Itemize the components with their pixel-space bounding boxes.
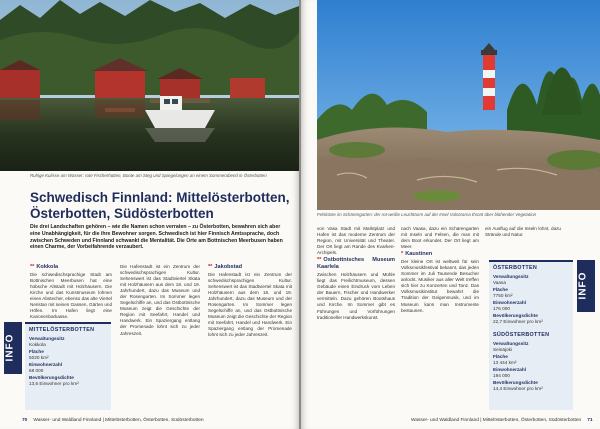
page-number: 71 xyxy=(587,418,593,423)
left-page xyxy=(0,0,299,429)
section-text-vaasa: von Vasa Stadt mit Marktplatz und Hafen ist das moderne Zentrum der Region, mit Universität und Theater. Der Ort liegt am Rande des Kvarken-Archipels. xyxy=(317,226,395,256)
info-heading: MITTELÖSTERBOTTEN xyxy=(29,327,95,333)
section-heading-kokkola: ** Kokkola xyxy=(30,264,59,270)
right-photo-caption: Felsküste im Schärengarten: der rot-weiße Leuchtturm auf der Insel Valsörarna thront über blühender Vegetation xyxy=(317,212,537,217)
info-value: 7750 km² xyxy=(493,293,513,298)
article-column-6 xyxy=(485,226,561,256)
info-label: Einwohnerzahl xyxy=(29,362,63,367)
info-label: Einwohnerzahl xyxy=(493,300,527,305)
right-footer xyxy=(411,418,593,423)
info-label: Bevölkerungsdichte xyxy=(493,380,538,385)
harbor-photo xyxy=(0,0,299,171)
section-text-jakobstad: Die Hafenstadt ist ein Zentrum der schwedischsprachigen Kultur. Sehenswert ist das Stadtviertel Skata mit Holzhäusern aus dem 18. und 19. Jahrhundert, dazu das Museum und der Rosengarten. Im Sommer legen Segelschiffe an, und das Ostbottnische Museum zeigt die Geschichte der Region mit Seefahrt, Handel und Handwerk. Ein Spaziergang entlang der Promenade lohnt sich zu jeder Jahreszeit. xyxy=(208,272,292,338)
star-icon: ** xyxy=(30,264,35,270)
info-value: 14,4 Einwohner pro km² xyxy=(493,386,543,391)
info-label: Fläche xyxy=(493,287,508,292)
star-icon: * xyxy=(401,251,404,258)
info-value: 22,7 Einwohner pro km² xyxy=(493,319,543,324)
info-heading: ÖSTERBOTTEN xyxy=(493,265,538,271)
section-text-museum: Zwischen Holzhäusern und Mühle liegt das Freilichtmuseum, dessen Gebäude einen Eindruck vom Leben der Bauern, Fischer und Handwerker vermitteln. Dazu gehören Bootshaus und Kirche. Im Sommer gibt es Führungen und Vorführungen traditioneller Handwerkskunst. xyxy=(317,272,395,320)
info-label: Verwaltungssitz xyxy=(493,274,529,279)
article-column-2 xyxy=(120,264,200,404)
info-label: Bevölkerungsdichte xyxy=(493,313,538,318)
info-value: 13,6 Einwohner pro km² xyxy=(29,381,79,386)
info-box-osterbotten xyxy=(489,260,573,410)
info-value: 13 444 km² xyxy=(493,360,517,365)
page-headline: Schwedisch Finnland: Mittelösterbotten, Österbotten, Südösterbotten xyxy=(30,190,290,221)
info-label: Bevölkerungsdichte xyxy=(29,375,74,380)
section-text-continued: Die Hafenstadt ist ein Zentrum der schwedischsprachigen Kultur. Sehenswert ist das Stadtviertel Skata mit Holzhäusern aus dem 18. und 19. Jahrhundert, dazu das Museum und der Rosengarten. Im Sommer legen Segelschiffe an, und das Ostbottnische Museum zeigt die Geschichte der Region mit Seefahrt, Handel und Handwerk. Ein Spaziergang entlang der Promenade lohnt sich zu jeder Jahreszeit. xyxy=(120,264,200,336)
info-value: Kokkola xyxy=(29,342,46,347)
left-footer xyxy=(22,418,204,423)
right-page xyxy=(301,0,600,429)
info-label: Fläche xyxy=(493,354,508,359)
page-number: 70 xyxy=(22,418,28,423)
info-heading: SÜDÖSTERBOTTEN xyxy=(493,332,550,338)
info-value: 176 000 xyxy=(493,306,510,311)
article-column-4 xyxy=(317,226,395,406)
section-heading-kaustinen: * Kaustinen xyxy=(401,251,433,258)
info-value: Seinäjoki xyxy=(493,347,513,352)
info-label: Verwaltungssitz xyxy=(493,341,529,346)
left-photo-caption: Ruhige Kulisse am Wasser: rote Fischerhütten, Boote am Steg und Spiegelungen an einem Sommerabend in Österbotten xyxy=(30,173,267,178)
info-label: Einwohnerzahl xyxy=(493,367,527,372)
section-text-kaustinen: Der kleine Ort ist weltweit für sein Volksmusikfestival bekannt, das jeden Sommer im Juli Tausende Besucher anlockt. Musiker aus aller Welt treffen sich hier zu Konzerten und Tanz. Das Volksmusikinstitut bewahrt die Tradition der Geigenmusik, und im Museum kann man Instrumente bestaunen. xyxy=(401,259,479,313)
section-text-islands: ein Ausflug auf die Inseln lohnt, dazu Strände und Natur. xyxy=(485,226,561,238)
running-footer: Wasser- und Waldland Finnland | Mittelösterbotten, Österbotten, Südösterbotten xyxy=(411,418,582,423)
article-column-5 xyxy=(401,226,479,406)
article-column-1 xyxy=(30,264,112,324)
info-label: Fläche xyxy=(29,349,44,354)
info-tab-right: INFO xyxy=(577,260,595,312)
running-footer: Wasser- und Waldland Finnland | Mittelösterbotten, Österbotten, Südösterbotten xyxy=(33,418,204,423)
section-heading-jakobstad: ** Jakobstad xyxy=(208,264,243,270)
info-value: 194 000 xyxy=(493,373,510,378)
lighthouse-photo xyxy=(317,0,600,210)
info-value: 68 000 xyxy=(29,368,44,373)
info-tab-left: INFO xyxy=(4,322,22,374)
info-box-mittelosterbotten xyxy=(25,322,111,410)
star-icon: ** xyxy=(317,257,322,264)
info-value: Vaasa xyxy=(493,280,506,285)
section-text-schaeren: nach Vaasa, dazu ein Schärengarten mit Inseln und Felsen, die man mit dem Boot erkundet. Der Ort liegt am Meer. xyxy=(401,226,479,250)
info-value: 5020 km² xyxy=(29,355,49,360)
info-label: Verwaltungssitz xyxy=(29,336,65,341)
section-text-kokkola: Die schwedischsprachige Stadt am Bottnischen Meerbusen hat eine hübsche Altstadt mit Holzhäusern. Die Kirche und das Kunstmuseum lohnen einen Abstecher, ebenso das alte Viertel Neristan mit seinen Gassen, Gärten und Höfen. Im Hafen liegt eine Kanonenbarkasse. xyxy=(30,272,112,320)
article-column-3 xyxy=(208,264,292,404)
lead-paragraph: Die drei Landschaften gehören – wie die Namen schon verraten – zu Österbotten, bewahren sich aber eine Unabhängigkeit, für die ihre Bewohner sorgen. Schwedisch ist hier Finnisch Amtssprache, doch zwischen Schweden und Finnland schwankt die Mentalität. Die Orte am Bottnischen Meerbusen haben einen Charme, der Vorbeifahrende verzaubert. xyxy=(30,224,283,251)
section-heading-museum: ** Ostbottnisches Museum Kaarlela xyxy=(317,257,395,271)
star-icon: ** xyxy=(208,264,213,270)
